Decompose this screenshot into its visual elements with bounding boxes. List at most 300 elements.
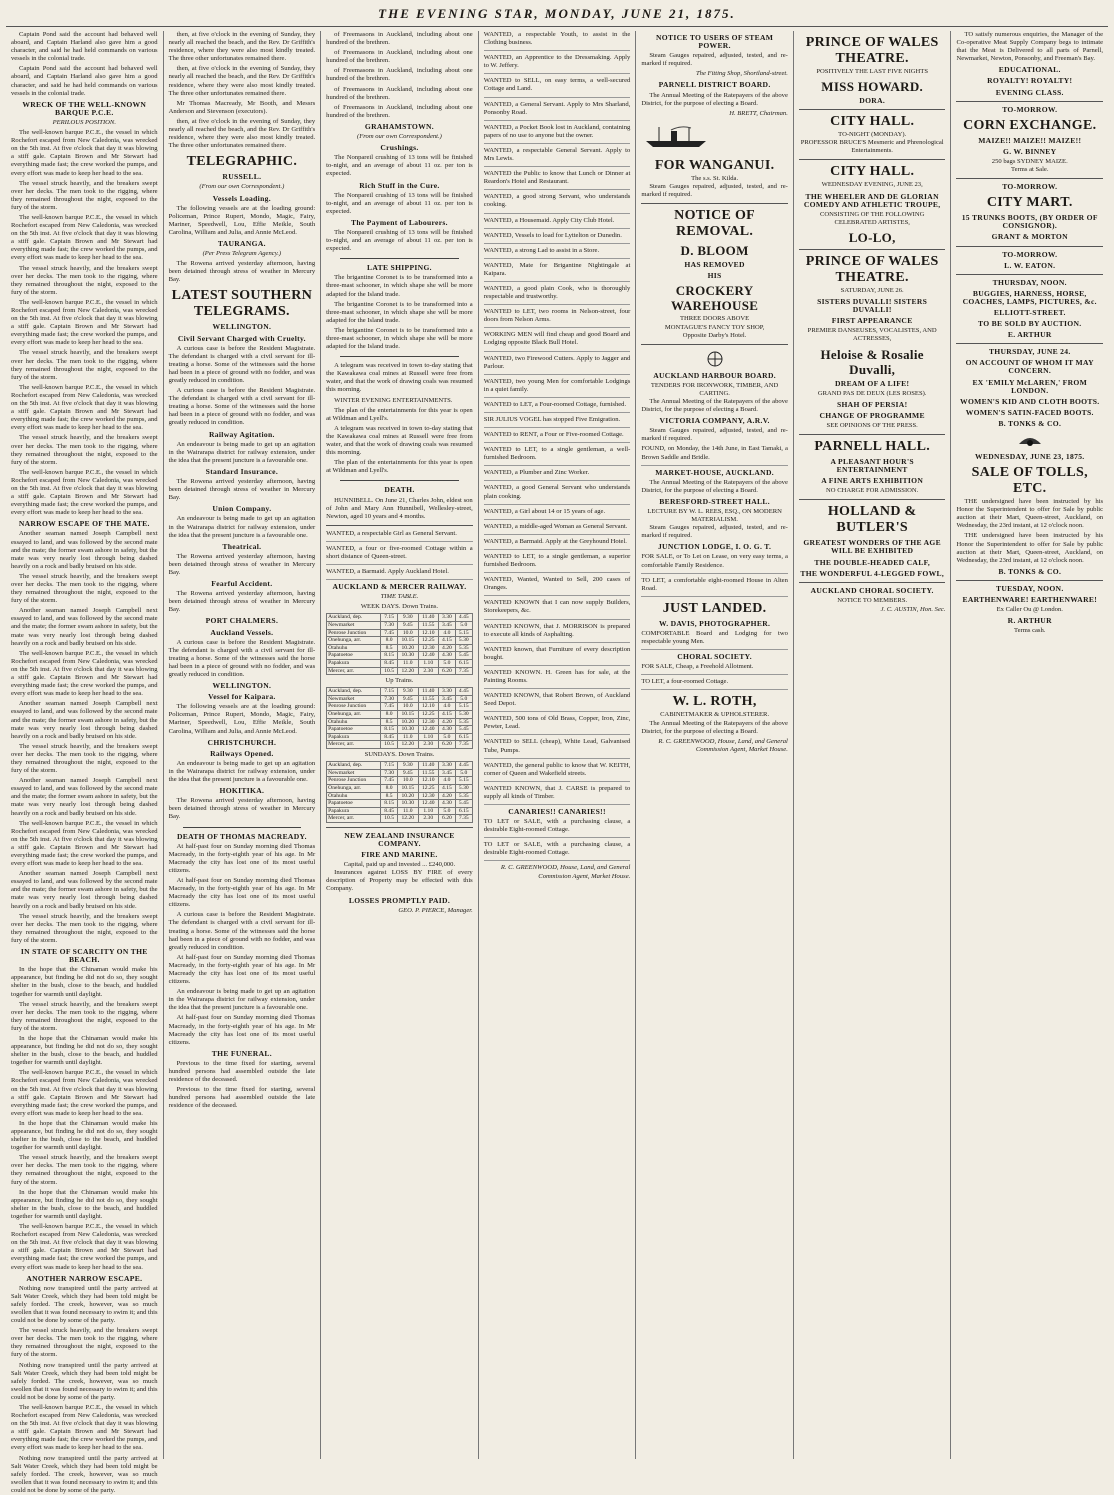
timetable-cell: 4.45 [455, 688, 472, 696]
timetable-cell: 10.15 [398, 711, 419, 719]
ad-text: WANTED KNOWN. H. Green has for sale, at the Painting Rooms. [483, 668, 631, 684]
auction-date: TO-MORROW. [1002, 182, 1058, 192]
insurance-heading: NEW ZEALAND INSURANCE COMPANY. [344, 830, 455, 848]
classified-ad [484, 193, 631, 213]
article-paragraph: The brigantine Coronet is to be transformed into a three-mast schooner, in which shape she will be more adapted for the Island trade. [326, 274, 473, 298]
hall-heading: PARNELL HALL. [814, 438, 931, 454]
article-paragraph: The well-known barque P.C.E., the vessel in which Rochefort escaped from New Caledonia, was wrecked on the 5th inst. At five o'clock that day it was blowing a stiff gale. Captain Brown and Mr Stewart had everything made fast; the crew worked the pumps, and every effort was made to keep her head to the sea. [11, 129, 158, 177]
article-paragraph: An endeavour is being made to get up an agitation in the Wairarapa district for railway extension, under the idea that the present juncture is a favourable one. [168, 440, 316, 464]
timetable-cell: 8.15 [381, 800, 398, 808]
article-paragraph: The vessel struck heavily, and the breakers swept over her decks. The men took to the rigging, where they remained throughout the night, exposed to the fury of the storm. [11, 349, 158, 381]
masthead-title: THE EVENING STAR, MONDAY, JUNE 21, 1875. [378, 6, 736, 21]
classified-ad [484, 646, 631, 666]
column-4 [479, 31, 637, 1459]
article-paragraph: The well-known barque P.C.E., the vessel in which Rochefort escaped from New Caledonia, was wrecked on the 5th inst. At five o'clock that day it was blowing a stiff gale. Captain Brown and Mr Stewart had everything made fast; the crew worked the pumps, and every effort was made to keep her head to the sea. [11, 213, 158, 262]
article-paragraph: A curious case is before the Resident Magistrate. The defendant is charged with a civil servant for ill-treating a horse. Some of the witnesses said the horse had been in a piece of ground with no fodder, and was greatly reduced in condition. [168, 344, 316, 384]
ad-text: WANTED, a Girl about 14 or 15 years of age. [483, 507, 606, 515]
article-heading: ANOTHER NARROW ESCAPE. [26, 1273, 143, 1283]
classified-ad [484, 431, 631, 443]
telegram-heading: Vessel for Kaipara. [208, 692, 276, 702]
classified-ad [484, 599, 631, 619]
auctioneer-name: E. ARTHUR [1007, 330, 1052, 340]
timetable-cell: Papakura [327, 807, 381, 815]
article-heading: THE FUNERAL. [211, 1048, 272, 1058]
timetable-cell: 5.15 [455, 777, 472, 785]
timetable-cell: 2.30 [418, 667, 439, 675]
ad-text: TO LET, a comfortable eight-roomed House in Alten Road. [641, 576, 788, 592]
ad-text: WANTED, Vessels to load for Lyttelton or Dunedin. [483, 231, 622, 239]
timetable-cell: 4.0 [439, 629, 456, 637]
article-paragraph: A telegram was received in town to-day stating that the Kawakawa coal mines at Russell were free from water, and that the work of drawing coals was resumed this morning. [326, 424, 473, 457]
timetable-cell: 9.30 [398, 614, 419, 622]
timetable-cell: 8.0 [381, 711, 398, 719]
theatre-line: PREMIER DANSEUSES, VOCALISTES, AND ACTRESSES, [807, 327, 937, 343]
dateline: RUSSELL. [222, 172, 262, 182]
classified-ad [484, 623, 631, 643]
theatre-line: CHANGE OF PROGRAMME [819, 410, 925, 420]
auctioneer-name: G. W. BINNEY [1003, 146, 1057, 156]
ad-text: WANTED, two Firewood Cutters. Apply to Jagger and Parlour. [483, 354, 631, 370]
timetable-cell: 6.15 [455, 660, 472, 668]
article-heading: WRECK OF THE WELL-KNOWN BARQUE P.C.E. [22, 99, 147, 117]
timetable-cell: 4.30 [439, 726, 456, 734]
ad-text: WANTED the Public to know that Lunch or Dinner at Reardon's Hotel and Restaurant. [483, 170, 631, 186]
timetable-row [327, 652, 473, 660]
ad-text: WANTED, a Plumber and Zinc Worker. [483, 469, 590, 477]
timetable-cell: 7.30 [381, 769, 398, 777]
article-paragraph: The well-known barque P.C.E., the vessel in which Rochefort escaped from New Caledonia, was wrecked on the 5th inst. At five o'clock that day it was blowing a stiff gale. Captain Brown and Mr Stewart had everything made fast; the crew worked the pumps, and every effort was made to keep her head to the sea. [11, 383, 158, 432]
classified-ad [641, 663, 788, 675]
article-paragraph: In the hope that the Chinaman would make his appearance, but finding he did not do so, they sought shelter in the bush, close to the beach, and huddled together for warmth until daylight. [11, 1034, 158, 1067]
timetable-row [327, 667, 473, 675]
timetable-cell: Penrose Junction [327, 629, 381, 637]
timetable-cell: 9.45 [398, 695, 419, 703]
section-rule [799, 109, 946, 110]
timetable-cell: 5.15 [455, 629, 472, 637]
classified-list [484, 31, 631, 805]
timetable-cell: Newmarket [327, 695, 381, 703]
timetable-row [327, 644, 473, 652]
classified-ad [484, 469, 631, 481]
notice-heading: JUST LANDED. [662, 600, 767, 616]
classified-ad [484, 101, 631, 121]
timetable-row [327, 703, 473, 711]
timetable-cell: 8.5 [381, 718, 398, 726]
auction-line: 15 TRUNKS BOOTS, (BY ORDER OF CONSIGNOR). [961, 213, 1098, 231]
article-paragraph: Steam Gauges repaired, adjusted, tested, and re-marked if required. [641, 52, 788, 68]
section-rule [641, 344, 788, 345]
timetable-cell: Papatoetoe [327, 652, 381, 660]
exhibit-line: THE DOUBLE-HEADED CALF, [814, 557, 931, 567]
dateline: WELLINGTON. [212, 681, 272, 691]
ad-text: WANTED KNOWN, that Robert Brown, of Auckland Seed Depot. [483, 692, 631, 708]
timetable-cell: Otahuhu [327, 718, 381, 726]
classified-ad [484, 31, 631, 51]
article-paragraph: Another seaman named Joseph Campbell next essayed to land, and was followed by the second mate and the mate; the former swam ashore in safety, but the mate was very nearly lost through being dashed heavily on a rock and badly bruised on his side. [11, 700, 158, 740]
hall-line: NO CHARGE FOR ADMISSION. [826, 487, 919, 495]
section-rule [799, 582, 946, 583]
timetable-cell: 10.30 [398, 726, 419, 734]
timetable-row [327, 711, 473, 719]
timetable-cell: 7.30 [381, 695, 398, 703]
article-paragraph: then, at five o'clock in the evening of Sunday, they nearly all reached the beach, and the Rev. Dr Griffith's residence, where they were also most kindly treated. The three other unfortunates remained there. [168, 31, 316, 63]
timetable-cell: 10.5 [381, 667, 398, 675]
dateline: TAURANGA. [217, 238, 266, 248]
ad-text: WANTED, a four or five-roomed Cottage within a short distance of Queen-street. [326, 544, 473, 560]
timetable-cell: 10.0 [398, 629, 419, 637]
article-paragraph: In the hope that the Chinaman would make his appearance, but finding he did not do so, they sought shelter in the bush, close to the beach, and huddled together for warmth until daylight. [11, 966, 158, 998]
ad-text: TO LET, a four-roomed Cottage. [641, 678, 729, 686]
timetable-cell: 3.30 [439, 762, 456, 770]
section-rule [340, 480, 459, 481]
timetable-cell: Mercer, arr. [327, 667, 381, 675]
article-paragraph: Insurances against LOSS BY FIRE of every description of Property may be effected with this Company. [326, 869, 473, 893]
society-signature: J. C. AUSTIN, Hon. Sec. [880, 605, 946, 613]
timetable-cell: Auckland, dep. [327, 688, 381, 696]
classified-ad [484, 576, 631, 596]
timetable-row [327, 784, 473, 792]
hall-line: A FINE ARTS EXHIBITION [821, 476, 924, 486]
timetable-cell: 4.0 [439, 777, 456, 785]
section-rule [799, 249, 946, 250]
classified-ad [641, 630, 788, 650]
timetable-cell: Papakura [327, 733, 381, 741]
classified-ad [484, 247, 631, 259]
timetable-cell: 10.15 [398, 784, 419, 792]
section-rule [326, 827, 473, 828]
timetable-cell: 6.20 [439, 667, 456, 675]
timetable-cell: 4.15 [439, 711, 456, 719]
timetable-cell: 7.35 [455, 741, 472, 749]
auction-heading: EARTHENWARE! EARTHENWARE! [962, 595, 1098, 605]
timetable-cell: 4.45 [455, 762, 472, 770]
section-rule [799, 434, 946, 435]
telegram-heading: Fearful Accident. [211, 579, 273, 589]
timetable-cell: 10.15 [398, 637, 419, 645]
masthead [6, 2, 1108, 27]
section-rule [183, 827, 302, 828]
timetable-cell: 12.10 [418, 629, 439, 637]
timetable-cell: 5.35 [455, 718, 472, 726]
auction-date: THURSDAY, NOON. [992, 277, 1067, 287]
section-rule [799, 499, 946, 500]
theatre-star: Heloise & Rosalie Duvalli, [820, 346, 924, 377]
classified-ad [484, 669, 631, 689]
timetable-cell: 12.25 [418, 637, 439, 645]
dateline: WELLINGTON. [212, 322, 272, 332]
removal-line: MONTAGUE'S FANCY TOY SHOP, [664, 323, 765, 331]
timetable-cell: 5.45 [455, 726, 472, 734]
theatre-play: DORA. [859, 96, 886, 106]
article-paragraph: The vessel struck heavily, and the breakers swept over her decks. The men took to the rigging, where they remained throughout the night, exposed to the fury of the storm. [11, 912, 158, 944]
article-paragraph: THE undersigned have been instructed by his Honor the Superintendent to offer for Sale by public auction at their Mart, Queen-street, Auckland, on Wednesday, the 23rd instant, at 12 o'clock noon. [956, 498, 1104, 530]
article-paragraph: The vessel struck heavily, and the breakers swept over her decks. The men took to the rigging, where they remained throughout the night, exposed to the fury of the storm. [11, 264, 158, 296]
timetable-row [327, 688, 473, 696]
timetable-cell: Onehunga, arr. [327, 711, 381, 719]
notice-signature: The Fitting Shop, Shortland-street. [696, 70, 788, 78]
ad-text: WANTED KNOWN, that J. CARSE is prepared to supply all kinds of Timber. [483, 784, 631, 800]
article-paragraph: A curious case is before the Resident Magistrate. The defendant is charged with a civil servant for ill-treating a horse. Some of the witnesses said the horse had been in a piece of ground with no fodder, and was greatly reduced in condition. [168, 387, 316, 427]
timetable-cell: 7.15 [381, 614, 398, 622]
timetable-cell: 8.0 [381, 784, 398, 792]
auction-date: THURSDAY, JUNE 24. [988, 347, 1071, 357]
section-rule [956, 246, 1103, 247]
classified-ad [484, 217, 631, 229]
ad-text: FOR SALE, or To Let on Lease, on very easy terms, a comfortable Family Residence. [641, 553, 788, 569]
classified-ad [484, 54, 631, 74]
timetable-cell: 12.10 [418, 777, 439, 785]
timetable-row [327, 622, 473, 630]
timetable-caption: SUNDAYS. Down Trains. [364, 751, 435, 759]
article-heading: NARROW ESCAPE OF THE MATE. [18, 519, 150, 529]
timetable-cell: 12.25 [418, 784, 439, 792]
article-paragraph: The well-known barque P.C.E., the vessel in which Rochefort escaped from New Caledonia, was wrecked on the 5th inst. At five o'clock that day it was blowing a stiff gale. Captain Brown and Mr Stewart had everything made fast; the crew worked the pumps, and every effort was made to keep her head to the sea. [11, 1069, 158, 1117]
timetable-cell: 10.20 [398, 792, 419, 800]
auction-heading: CORN EXCHANGE. [963, 117, 1097, 133]
timetable-cell: 10.0 [398, 777, 419, 785]
theatre-line: DREAM OF A LIFE! [835, 378, 910, 388]
shipping-heading: FOR WANGANUI. [654, 157, 775, 173]
column-3 [321, 31, 479, 1459]
classified-ad [326, 530, 473, 542]
timetable-cell: 1.10 [418, 733, 439, 741]
auction-line: ON ACCOUNT OF WHOM IT MAY CONCERN. [965, 358, 1094, 376]
article-paragraph: The following vessels are at the loading ground: Policeman, Prince Rupert, Mondo, Magic, Fairy, Mariner, Speedwell, Lou, Effie Meikle, South Carolina, William and Julia, and Annie McLeod. [168, 703, 316, 735]
timetable-cell: 8.45 [381, 660, 398, 668]
timetable-cell: 8.45 [381, 807, 398, 815]
timetable-cell: Mercer, arr. [327, 741, 381, 749]
timetable-cell: 5.30 [455, 637, 472, 645]
auctioneer-name: B. TONKS & CO. [998, 566, 1062, 576]
timetable-cell: Onehunga, arr. [327, 637, 381, 645]
classified-ad [484, 553, 631, 573]
timetable-cell: 7.45 [381, 703, 398, 711]
article-paragraph: then, at five o'clock in the evening of Sunday, they nearly all reached the beach, and the Rev. Dr Griffith's residence, where they were also most kindly treated. The three other unfortunates remained there. [168, 65, 316, 97]
article-heading: LATE SHIPPING. [367, 263, 432, 273]
article-paragraph: Another seaman named Joseph Campbell next essayed to land, and was followed by the second mate and the mate; the former swam ashore in safety, but the mate was very nearly lost through being dashed heavily on a rock and badly bruised on his side. [11, 530, 158, 570]
timetable-cell: Newmarket [327, 622, 381, 630]
timetable-cell: 3.45 [439, 769, 456, 777]
article-paragraph: Steam Gauges repaired, adjusted, tested, and re-marked if required. [641, 524, 788, 540]
auctioneer-name: B. TONKS & CO. [998, 418, 1062, 428]
article-paragraph: The well-known barque P.C.E., the vessel in which Rochefort escaped from New Caledonia, was wrecked on the 5th inst. At five o'clock that day it was blowing a stiff gale. Captain Brown and Mr Stewart had everything made fast; the crew worked the pumps, and every effort was made to keep her head to the sea. [11, 1223, 158, 1271]
classified-ad [641, 577, 788, 597]
railway-subheading: TIME TABLE. [380, 593, 419, 601]
ad-text: WANTED, two young Men for comfortable Lodgings in a quiet family. [483, 377, 631, 393]
timetable-cell: 5.45 [455, 800, 472, 808]
article-paragraph: An endeavour is being made to get up an agitation in the Wairarapa district for railway extension, under the idea that the present juncture is a favourable one. [168, 759, 316, 784]
section-rule [799, 159, 946, 160]
column-5 [636, 31, 794, 1459]
article-paragraph: The plan of the entertainments for this year is open at Wildman and Lyell's. [326, 459, 473, 475]
article-paragraph: of Freemasons in Auckland, including about one hundred of the brethren. [326, 31, 473, 47]
section-rule [956, 274, 1103, 275]
timetable-cell: 5.30 [455, 711, 472, 719]
telegram-heading: The Payment of Labourers. [351, 217, 448, 227]
timetable-down [326, 613, 473, 675]
artiste-name: LO-LO, [848, 229, 896, 245]
timetable-row [327, 792, 473, 800]
auctioneer-name: L. W. EATON. [1004, 260, 1056, 270]
article-paragraph: of Freemasons in Auckland, including about one hundred of the brethren. [326, 67, 473, 83]
telegram-heading: Railway Agitation. [209, 429, 275, 439]
timetable-cell: 2.30 [418, 815, 439, 823]
steamship-icon [641, 123, 711, 149]
section-rule [956, 178, 1103, 179]
article-paragraph: The plan of the entertainments for this year is open at Wildman and Lyell's. [326, 406, 473, 422]
dateline-sub: (Per Press Telegram Agency.) [202, 250, 282, 258]
classified-ad [484, 308, 631, 328]
timetable-cell: 4.20 [439, 644, 456, 652]
notice-subheading: CABINETMAKER & UPHOLSTERER. [660, 711, 770, 719]
timetable-cell: 8.5 [381, 644, 398, 652]
hall-heading: CITY HALL. [830, 114, 915, 130]
ad-text: WANTED to LET, a Four-roomed Cottage, furnished. [483, 400, 627, 408]
removal-line: HAS REMOVED [684, 260, 745, 270]
article-paragraph: The Rowena arrived yesterday afternoon, having been detained through stress of weather in Mercury Bay. [168, 797, 316, 821]
article-paragraph: The well-known barque P.C.E., the vessel in which Rochefort escaped from New Caledonia, was wrecked on the 5th inst. At five o'clock that day it was blowing a stiff gale. Captain Brown and Mr Stewart had everything made fast; the crew worked the pumps, and every effort was made to keep her head to the sea. [11, 649, 158, 698]
article-paragraph: The Annual Meeting of the Ratepayers of the above District, for the purpose of electing a Board. [641, 719, 788, 735]
classified-ad [484, 841, 631, 861]
classified-ad [484, 785, 631, 805]
ad-text: WANTED to LET, to a single gentleman, a well-furnished Bedroom. [483, 446, 631, 462]
theatre-line: GRAND PAS DE DEUX (LES ROSES). [817, 389, 927, 397]
classified-ad [484, 401, 631, 413]
timetable-cell: 12.30 [418, 792, 439, 800]
auction-line: 250 bags SYDNEY MAIZE. [991, 157, 1068, 165]
timetable-cell: 6.15 [455, 807, 472, 815]
column-1 [6, 31, 164, 1494]
ad-text: WORKING MEN will find cheap and good Board and Lodging opposite Black Bull Hotel. [483, 331, 631, 347]
timetable-cell: 11.55 [418, 622, 439, 630]
timetable-cell: 12.40 [418, 652, 439, 660]
article-paragraph: Nothing now transpired until the party arrived at Salt Water Creek, which they had been told might be safely forded. The creek, however, was so much swollen that it was found necessary to swim it; and this could not be done by some of the party. [11, 1284, 158, 1325]
timetable-cell: 12.20 [398, 667, 419, 675]
article-paragraph: The Annual Meeting of the Ratepayers of the above District, for the purpose of electing a Board. [641, 91, 788, 107]
section-rule [326, 525, 473, 526]
timetable-cell: 1.10 [418, 807, 439, 815]
lecture-title: LECTURE BY W. L. REES, ESQ., ON MODERN MATERIALISM. [647, 508, 782, 524]
classified-ad [484, 147, 631, 167]
telegram-heading: Theatrical. [222, 541, 262, 551]
ad-text: WANTED, 500 tons of Old Brass, Copper, Iron, Zinc, Pewter, Lead. [483, 715, 631, 731]
timetable-row [327, 660, 473, 668]
theatre-heading: PRINCE OF WALES THEATRE. [805, 35, 939, 66]
ad-text: WANTED, a good plain Cook, who is thoroughly respectable and trustworthy. [483, 284, 631, 301]
ad-text: WANTED, Wanted, Wanted to Sell, 200 cases of Oranges. [483, 576, 631, 592]
article-heading: DEATH OF THOMAS MACREADY. [176, 831, 307, 841]
ad-text: WANTED, an Apprentice to the Dressmaking. Apply to W. Jeffery. [483, 54, 631, 70]
ad-text: WANTED, a General Servant. Apply to Mrs Sharland, Ponsonby Road. [483, 100, 631, 116]
article-paragraph: WINTER EVENING ENTERTAINMENTS. [334, 396, 453, 404]
dateline: CHRISTCHURCH. [207, 737, 277, 747]
timetable-row [327, 777, 473, 785]
ad-text: FOUND, on Monday, the 14th June, in East Tamaki, a Brown Saddle and Bridle. [641, 445, 788, 461]
ad-text: WANTED KNOWN, that J. MORRISON is prepared to execute all kinds of Asphalting. [483, 622, 631, 638]
auction-line: MAIZE!! MAIZE!! MAIZE!! [978, 135, 1082, 145]
article-paragraph: Steam Gauges repaired, adjusted, tested, and re-marked if required. [641, 427, 788, 443]
timetable-cell: 8.15 [381, 726, 398, 734]
classified-ad [641, 678, 788, 690]
article-paragraph: The Rowena arrived yesterday afternoon, having been detained through stress of weather in Mercury Bay. [168, 478, 316, 502]
columns [6, 31, 1108, 1494]
timetable-cell: 8.45 [381, 733, 398, 741]
removal-line: THREE DOORS ABOVE [679, 315, 750, 323]
section-rule [641, 203, 788, 204]
classified-ad [484, 508, 631, 520]
ad-text: WANTED, a Barmaid. Apply at the Greyhound Hotel. [483, 537, 627, 545]
dateline: GRAHAMSTOWN. [364, 121, 434, 131]
theatre-line: POSITIVELY THE LAST FIVE NIGHTS [816, 68, 929, 75]
dateline-sub: (From our own Correspondent.) [199, 183, 285, 191]
ad-text: WANTED to RENT, a Four or Five-roomed Cottage. [483, 431, 624, 439]
ad-text: WANTED, a respectable Girl as General Servant. [326, 529, 457, 537]
timetable-cell: Newmarket [327, 769, 381, 777]
timetable-cell: 5.45 [455, 652, 472, 660]
ad-text: WANTED, a Barmaid. Apply Auckland Hotel. [326, 568, 449, 576]
dateline: PORT CHALMERS. [205, 616, 279, 626]
article-paragraph: A curious case is before the Resident Magistrate. The defendant is charged with a civil servant for ill-treating a horse. Some of the witnesses said the horse had been in a piece of ground with no fodder, and was greatly reduced in condition. [168, 911, 316, 951]
timetable-cell: 5.0 [439, 807, 456, 815]
auction-line: EX 'EMILY McLAREN,' FROM LONDON. [972, 377, 1088, 395]
ad-text: WANTED, a respectable Youth, to assist in the Clothing business. [483, 31, 631, 47]
article-paragraph: The vessel struck heavily, and the breakers swept over her decks. The men took to the rigging, where they remained throughout the night, exposed to the fury of the storm. [11, 1154, 158, 1186]
telegram-heading: Auckland Vessels. [210, 627, 274, 637]
article-paragraph: An endeavour is being made to get up an agitation in the Wairarapa district for railway extension, under the idea that the present juncture is a favourable one. [168, 515, 316, 539]
classified-ad [484, 232, 631, 244]
crest-icon [700, 349, 730, 369]
timetable-cell: 5.35 [455, 792, 472, 800]
timetable-cell: 5.30 [455, 784, 472, 792]
timetable-cell: 5.0 [455, 695, 472, 703]
timetable-cell: 10.0 [398, 703, 419, 711]
article-paragraph: At half-past four on Sunday morning died Thomas Macready, in the forty-eighth year of his age. In Mr Macready the city has lost one of its most useful citizens. [168, 1014, 316, 1046]
timetable-cell: Auckland, dep. [327, 762, 381, 770]
article-paragraph: A curious case is before the Resident Magistrate. The defendant is charged with a civil servant for ill-treating a horse. Some of the witnesses said the horse had been in a piece of ground with no fodder, and was greatly reduced in condition. [168, 638, 316, 678]
removal-name: D. BLOOM [680, 243, 749, 259]
telegram-heading: Rich Stuff in the Cure. [359, 180, 440, 190]
auction-line: ELLIOTT-STREET. [993, 307, 1066, 317]
timetable-cell: Papatoetoe [327, 726, 381, 734]
article-paragraph: The vessel struck heavily, and the breakers swept over her decks. The men took to the rigging, where they remained throughout the night, exposed to the fury of the storm. [11, 434, 158, 466]
column-7 [951, 31, 1108, 1459]
timetable-cell: 10.20 [398, 718, 419, 726]
article-paragraph: An endeavour is being made to get up an agitation in the Wairarapa district for railway extension, under the idea that the present juncture is a favourable one. [168, 988, 316, 1012]
auction-heading: BUGGIES, HARNESS, HORSE, COACHES, LAMPS, PICTURES, &c. [962, 288, 1097, 306]
article-paragraph: Captain Pond said the account had behaved well aboard, and Captain Harland also gave him a good character, and said he had held commands on various vessels in the colonial trade. [11, 65, 158, 97]
telegram-heading: Railways Opened. [210, 748, 274, 758]
ad-text: WANTED to LET, two rooms in Nelson-street, four doors from Nelson Arms. [483, 308, 631, 324]
ad-text: WANTED KNOWN that I can now supply Builders, Storekeepers, &c. [483, 599, 631, 615]
article-paragraph: At half-past four on Sunday morning died Thomas Macready, in the forty-eighth year of his age. In Mr Macready the city has lost one of its most useful citizens. [168, 842, 316, 874]
timetable-cell: 7.35 [455, 667, 472, 675]
hall-line: TO-NIGHT (MONDAY). [838, 131, 907, 139]
article-paragraph: of Freemasons in Auckland, including about one hundred of the brethren. [326, 103, 473, 119]
article-paragraph: The vessel struck heavily, and the breakers swept over her decks. The men took to the rigging, where they remained throughout the night, exposed to the fury of the storm. [11, 1327, 158, 1359]
classified-ad [484, 818, 631, 838]
timetable-row [327, 762, 473, 770]
timetable-cell: Otahuhu [327, 644, 381, 652]
auctioneer-name: GRANT & MORTON [991, 232, 1068, 242]
classified-ad [484, 762, 631, 782]
timetable-cell: 5.0 [455, 622, 472, 630]
article-paragraph: The vessel struck heavily, and the breakers swept over her decks. The men took to the rigging, where they remained throughout the night, exposed to the fury of the storm. [11, 572, 158, 605]
classified-ad [484, 378, 631, 398]
hall-line: A PLEASANT HOUR'S ENTERTAINMENT [830, 456, 914, 475]
section-rule [956, 101, 1103, 102]
article-paragraph: The brigantine Coronet is to be transformed into a three-mast schooner, in which shape she will be more adapted for the Island trade. [326, 300, 473, 324]
ad-text: COMFORTABLE Board and Lodging for two respectable young Men. [641, 629, 788, 646]
